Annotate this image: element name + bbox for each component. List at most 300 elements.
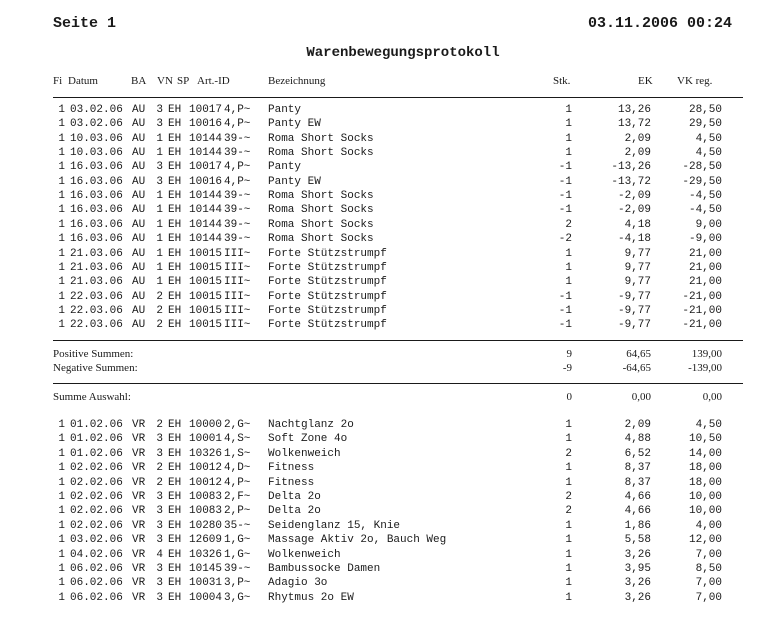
sum-vk: 0,00	[702, 391, 722, 403]
table-row	[0, 104, 780, 118]
cell-bezeichnung: Bambussocke Damen	[268, 563, 381, 575]
cell-vk: -29,50	[682, 175, 722, 188]
cell-sp: EH	[168, 290, 182, 303]
cell-sp: EH	[168, 190, 182, 203]
cell-ek: -4,18	[617, 233, 651, 246]
cell-sp: EH	[168, 577, 182, 590]
cell-ek: 9,77	[624, 276, 651, 289]
table-row	[0, 433, 780, 447]
cell-art-id: 10012	[189, 476, 223, 489]
cell-art-id: 10017	[189, 161, 223, 174]
sum-vk: -139,00	[688, 362, 722, 374]
cell-vn: 3	[156, 104, 163, 116]
cell-art-id: 10015	[189, 319, 223, 332]
table-row	[0, 305, 780, 319]
cell-art-id: 10015	[189, 304, 223, 317]
cell-art-id: 10012	[189, 462, 223, 475]
sum-label: Negative Summen:	[53, 362, 138, 374]
cell-stk: -1	[558, 190, 572, 203]
table-row	[0, 491, 780, 505]
cell-vk: -21,00	[682, 319, 722, 332]
cell-vk: 21,00	[688, 276, 722, 289]
cell-stk: -1	[558, 175, 572, 188]
cell-ba: VR	[132, 577, 146, 590]
cell-variant: 35-~	[224, 519, 251, 532]
cell-vn: 1	[156, 132, 163, 145]
cell-vn: 1	[156, 261, 163, 274]
cell-fi: 1	[58, 505, 65, 518]
cell-vn: 3	[156, 563, 163, 575]
cell-stk: -1	[558, 290, 572, 303]
cell-ek: 2,09	[624, 132, 651, 145]
cell-fi: 1	[58, 491, 65, 503]
sum-ek: 64,65	[626, 348, 651, 360]
cell-art-id: 10144	[189, 147, 223, 160]
cell-fi: 1	[58, 319, 65, 332]
cell-vk: 7,00	[695, 577, 722, 590]
sum-ek: 0,00	[631, 391, 651, 403]
cell-sp: EH	[168, 247, 182, 260]
cell-ba: AU	[132, 261, 146, 274]
table-row	[0, 448, 780, 462]
table-row	[0, 118, 780, 132]
cell-vk: 18,00	[688, 476, 722, 489]
cell-sp: EH	[168, 447, 182, 460]
cell-vn: 1	[156, 233, 163, 246]
cell-bezeichnung: Delta 2o	[268, 505, 321, 518]
cell-vk: 4,50	[695, 419, 722, 431]
cell-bezeichnung: Roma Short Socks	[268, 190, 374, 203]
cell-datum: 06.02.06	[70, 563, 123, 575]
table-row	[0, 161, 780, 175]
cell-datum: 03.02.06	[70, 118, 123, 131]
cell-datum: 01.02.06	[70, 447, 123, 460]
cell-variant: 4,P~	[224, 118, 251, 131]
cell-bezeichnung: Seidenglanz 15, Knie	[268, 519, 401, 532]
cell-stk: -1	[558, 204, 572, 217]
cell-datum: 03.02.06	[70, 534, 123, 547]
sum-stk: 0	[566, 391, 572, 403]
cell-vn: 3	[156, 161, 163, 174]
col-header-datum: Datum	[68, 75, 98, 87]
cell-bezeichnung: Rhytmus 2o EW	[268, 591, 354, 604]
cell-vk: 12,00	[688, 534, 722, 547]
cell-variant: 39-~	[224, 190, 251, 203]
table-row	[0, 147, 780, 161]
cell-stk: 1	[565, 519, 572, 532]
cell-bezeichnung: Roma Short Socks	[268, 132, 374, 145]
cell-variant: 4,P~	[224, 104, 251, 116]
cell-ba: AU	[132, 175, 146, 188]
cell-stk: 2	[565, 505, 572, 518]
cell-vk: 21,00	[688, 247, 722, 260]
cell-stk: 1	[565, 147, 572, 160]
cell-fi: 1	[58, 591, 65, 604]
col-header-vk: VK reg.	[677, 75, 713, 87]
cell-sp: EH	[168, 132, 182, 145]
cell-datum: 16.03.06	[70, 218, 123, 231]
table-row	[0, 133, 780, 147]
cell-art-id: 10016	[189, 175, 223, 188]
cell-art-id: 10031	[189, 577, 223, 590]
cell-datum: 02.02.06	[70, 505, 123, 518]
cell-ba: AU	[132, 147, 146, 160]
cell-sp: EH	[168, 563, 182, 575]
col-header-vn: VN	[157, 75, 173, 87]
cell-ek: 9,77	[624, 247, 651, 260]
cell-vn: 2	[156, 476, 163, 489]
cell-datum: 22.03.06	[70, 290, 123, 303]
cell-sp: EH	[168, 104, 182, 116]
cell-variant: 4,P~	[224, 476, 251, 489]
cell-bezeichnung: Forte Stützstrumpf	[268, 261, 387, 274]
cell-art-id: 12609	[189, 534, 223, 547]
table-row	[0, 477, 780, 491]
cell-vk: 10,50	[688, 433, 722, 446]
cell-variant: 3,G~	[224, 591, 251, 604]
cell-vn: 2	[156, 290, 163, 303]
cell-stk: 1	[565, 563, 572, 575]
cell-vn: 3	[156, 519, 163, 532]
cell-ba: AU	[132, 204, 146, 217]
table-row	[0, 419, 780, 433]
table-row	[0, 248, 780, 262]
cell-art-id: 10015	[189, 276, 223, 289]
cell-variant: 39-~	[224, 147, 251, 160]
cell-art-id: 10144	[189, 218, 223, 231]
cell-variant: III~	[224, 247, 251, 260]
cell-fi: 1	[58, 534, 65, 547]
cell-ba: VR	[132, 462, 146, 475]
cell-sp: EH	[168, 462, 182, 475]
table-row	[0, 520, 780, 534]
cell-sp: EH	[168, 118, 182, 131]
cell-variant: 39-~	[224, 218, 251, 231]
cell-variant: 39-~	[224, 233, 251, 246]
cell-ek: 3,26	[624, 577, 651, 590]
cell-ek: 13,26	[617, 104, 651, 116]
cell-bezeichnung: Forte Stützstrumpf	[268, 276, 387, 289]
cell-datum: 02.02.06	[70, 476, 123, 489]
cell-datum: 02.02.06	[70, 462, 123, 475]
cell-art-id: 10001	[189, 433, 223, 446]
cell-sp: EH	[168, 204, 182, 217]
cell-art-id: 10004	[189, 591, 223, 604]
cell-vk: 4,50	[695, 147, 722, 160]
cell-bezeichnung: Nachtglanz 2o	[268, 419, 354, 431]
cell-vk: 7,00	[695, 591, 722, 604]
table-row	[0, 577, 780, 591]
cell-vk: -28,50	[682, 161, 722, 174]
positive-sums-row	[0, 348, 780, 362]
cell-vn: 2	[156, 304, 163, 317]
table-row	[0, 592, 780, 606]
cell-bezeichnung: Panty EW	[268, 118, 321, 131]
cell-vk: 21,00	[688, 261, 722, 274]
cell-datum: 01.02.06	[70, 419, 123, 431]
cell-art-id: 10326	[189, 447, 223, 460]
col-header-stk: Stk.	[553, 75, 571, 87]
cell-vn: 2	[156, 419, 163, 431]
selection-sum-row	[0, 391, 780, 405]
cell-vk: 8,50	[695, 563, 722, 575]
cell-ba: VR	[132, 534, 146, 547]
cell-ba: AU	[132, 290, 146, 303]
cell-art-id: 10015	[189, 290, 223, 303]
cell-bezeichnung: Adagio 3o	[268, 577, 328, 590]
cell-stk: -1	[558, 304, 572, 317]
cell-ek: 9,77	[624, 261, 651, 274]
cell-bezeichnung: Delta 2o	[268, 491, 321, 503]
cell-ek: 3,95	[624, 563, 651, 575]
cell-ek: -13,26	[611, 161, 651, 174]
cell-variant: 39-~	[224, 563, 251, 575]
cell-vk: -21,00	[682, 304, 722, 317]
cell-bezeichnung: Panty	[268, 161, 302, 174]
cell-ba: AU	[132, 118, 146, 131]
cell-stk: 1	[565, 476, 572, 489]
sums-divider-bottom	[53, 383, 743, 384]
cell-ek: 2,09	[624, 419, 651, 431]
cell-art-id: 10015	[189, 247, 223, 260]
cell-vk: -9,00	[688, 233, 722, 246]
cell-vn: 1	[156, 147, 163, 160]
cell-ek: 4,88	[624, 433, 651, 446]
cell-art-id: 10145	[189, 563, 223, 575]
cell-datum: 21.03.06	[70, 276, 123, 289]
table-row	[0, 276, 780, 290]
cell-art-id: 10016	[189, 118, 223, 131]
cell-bezeichnung: Forte Stützstrumpf	[268, 319, 387, 332]
cell-sp: EH	[168, 491, 182, 503]
cell-sp: EH	[168, 161, 182, 174]
cell-ba: AU	[132, 319, 146, 332]
cell-ba: VR	[132, 447, 146, 460]
cell-art-id: 10280	[189, 519, 223, 532]
cell-variant: III~	[224, 261, 251, 274]
cell-stk: -1	[558, 319, 572, 332]
cell-ba: VR	[132, 419, 146, 431]
cell-stk: 1	[565, 548, 572, 561]
cell-art-id: 10144	[189, 204, 223, 217]
cell-ba: VR	[132, 491, 146, 503]
cell-datum: 04.02.06	[70, 548, 123, 561]
cell-vn: 1	[156, 218, 163, 231]
cell-ba: AU	[132, 247, 146, 260]
cell-stk: 2	[565, 491, 572, 503]
cell-vn: 1	[156, 247, 163, 260]
cell-fi: 1	[58, 261, 65, 274]
cell-bezeichnung: Roma Short Socks	[268, 218, 374, 231]
cell-art-id: 10017	[189, 104, 223, 116]
cell-variant: III~	[224, 304, 251, 317]
cell-ek: 1,86	[624, 519, 651, 532]
cell-variant: III~	[224, 290, 251, 303]
cell-ba: VR	[132, 519, 146, 532]
table-row	[0, 291, 780, 305]
cell-variant: 4,S~	[224, 433, 251, 446]
cell-datum: 10.03.06	[70, 147, 123, 160]
sum-vk: 139,00	[691, 348, 722, 360]
cell-sp: EH	[168, 419, 182, 431]
cell-fi: 1	[58, 118, 65, 131]
cell-vn: 3	[156, 505, 163, 518]
cell-ek: -2,09	[617, 204, 651, 217]
cell-ek: 2,09	[624, 147, 651, 160]
cell-vk: 10,00	[688, 505, 722, 518]
cell-ba: AU	[132, 276, 146, 289]
cell-sp: EH	[168, 433, 182, 446]
cell-datum: 22.03.06	[70, 304, 123, 317]
cell-variant: 1,G~	[224, 548, 251, 561]
cell-bezeichnung: Roma Short Socks	[268, 147, 374, 160]
cell-datum: 10.03.06	[70, 132, 123, 145]
table-row	[0, 462, 780, 476]
sum-label: Summe Auswahl:	[53, 391, 131, 403]
table-row	[0, 319, 780, 333]
cell-ba: VR	[132, 433, 146, 446]
cell-variant: III~	[224, 276, 251, 289]
cell-art-id: 10000	[189, 419, 223, 431]
cell-ek: 4,66	[624, 491, 651, 503]
cell-stk: 2	[565, 447, 572, 460]
cell-bezeichnung: Soft Zone 4o	[268, 433, 348, 446]
cell-fi: 1	[58, 276, 65, 289]
cell-bezeichnung: Panty EW	[268, 175, 321, 188]
cell-bezeichnung: Massage Aktiv 2o, Bauch Weg	[268, 534, 447, 547]
cell-datum: 16.03.06	[70, 233, 123, 246]
cell-datum: 16.03.06	[70, 161, 123, 174]
cell-sp: EH	[168, 534, 182, 547]
col-header-bezeichnung: Bezeichnung	[268, 75, 326, 87]
cell-ba: AU	[132, 190, 146, 203]
cell-ba: AU	[132, 233, 146, 246]
cell-vk: 4,00	[695, 519, 722, 532]
cell-ba: AU	[132, 104, 146, 116]
cell-sp: EH	[168, 548, 182, 561]
cell-vk: 9,00	[695, 218, 722, 231]
negative-sums-row	[0, 362, 780, 376]
cell-vn: 3	[156, 447, 163, 460]
cell-datum: 06.02.06	[70, 591, 123, 604]
table-row	[0, 262, 780, 276]
cell-vk: 4,50	[695, 132, 722, 145]
cell-stk: 1	[565, 419, 572, 431]
cell-stk: 1	[565, 261, 572, 274]
cell-vk: 10,00	[688, 491, 722, 503]
cell-vk: 14,00	[688, 447, 722, 460]
cell-ek: -2,09	[617, 190, 651, 203]
cell-variant: 1,S~	[224, 447, 251, 460]
cell-stk: -2	[558, 233, 572, 246]
cell-variant: 2,G~	[224, 419, 251, 431]
header-divider	[53, 97, 743, 98]
cell-variant: 39-~	[224, 204, 251, 217]
cell-variant: 4,P~	[224, 161, 251, 174]
cell-datum: 03.02.06	[70, 104, 123, 116]
cell-fi: 1	[58, 433, 65, 446]
cell-fi: 1	[58, 419, 65, 431]
sum-stk: 9	[566, 348, 572, 360]
cell-bezeichnung: Wolkenweich	[268, 447, 341, 460]
cell-sp: EH	[168, 591, 182, 604]
cell-vk: 18,00	[688, 462, 722, 475]
cell-ek: -9,77	[617, 319, 651, 332]
cell-fi: 1	[58, 290, 65, 303]
cell-ba: VR	[132, 476, 146, 489]
col-header-fi: Fi	[53, 75, 63, 87]
cell-vn: 1	[156, 276, 163, 289]
cell-sp: EH	[168, 519, 182, 532]
cell-art-id: 10083	[189, 491, 223, 503]
cell-datum: 02.02.06	[70, 491, 123, 503]
cell-stk: 1	[565, 534, 572, 547]
table-row	[0, 534, 780, 548]
cell-fi: 1	[58, 548, 65, 561]
col-header-ek: EK	[638, 75, 653, 87]
cell-ek: 8,37	[624, 462, 651, 475]
cell-datum: 16.03.06	[70, 190, 123, 203]
cell-fi: 1	[58, 175, 65, 188]
cell-sp: EH	[168, 505, 182, 518]
cell-vk: 28,50	[688, 104, 722, 116]
cell-fi: 1	[58, 247, 65, 260]
table-row	[0, 176, 780, 190]
cell-ba: AU	[132, 161, 146, 174]
cell-vn: 1	[156, 204, 163, 217]
cell-variant: 3,P~	[224, 577, 251, 590]
cell-ek: 8,37	[624, 476, 651, 489]
print-datetime: 03.11.2006 00:24	[587, 15, 732, 32]
cell-vn: 2	[156, 462, 163, 475]
cell-variant: 2,P~	[224, 505, 251, 518]
cell-datum: 02.02.06	[70, 519, 123, 532]
cell-vk: -4,50	[688, 190, 722, 203]
cell-variant: 4,D~	[224, 462, 251, 475]
cell-datum: 01.02.06	[70, 433, 123, 446]
cell-ek: 5,58	[624, 534, 651, 547]
cell-fi: 1	[58, 204, 65, 217]
cell-bezeichnung: Roma Short Socks	[268, 204, 374, 217]
cell-ba: VR	[132, 591, 146, 604]
cell-stk: -1	[558, 161, 572, 174]
cell-ba: AU	[132, 218, 146, 231]
sum-stk: -9	[562, 362, 572, 374]
cell-fi: 1	[58, 132, 65, 145]
cell-fi: 1	[58, 476, 65, 489]
cell-stk: 1	[565, 462, 572, 475]
cell-bezeichnung: Wolkenweich	[268, 548, 341, 561]
col-header-art-id: Art.-ID	[197, 75, 230, 87]
cell-stk: 1	[565, 104, 572, 116]
cell-fi: 1	[58, 577, 65, 590]
cell-datum: 06.02.06	[70, 577, 123, 590]
table-row	[0, 505, 780, 519]
cell-sp: EH	[168, 175, 182, 188]
cell-vk: 29,50	[688, 118, 722, 131]
cell-vn: 1	[156, 190, 163, 203]
cell-fi: 1	[58, 233, 65, 246]
cell-datum: 16.03.06	[70, 175, 123, 188]
cell-vn: 3	[156, 491, 163, 503]
cell-stk: 1	[565, 591, 572, 604]
cell-ek: 6,52	[624, 447, 651, 460]
cell-stk: 1	[565, 247, 572, 260]
cell-sp: EH	[168, 218, 182, 231]
cell-fi: 1	[58, 104, 65, 116]
cell-variant: 1,G~	[224, 534, 251, 547]
sum-ek: -64,65	[622, 362, 651, 374]
